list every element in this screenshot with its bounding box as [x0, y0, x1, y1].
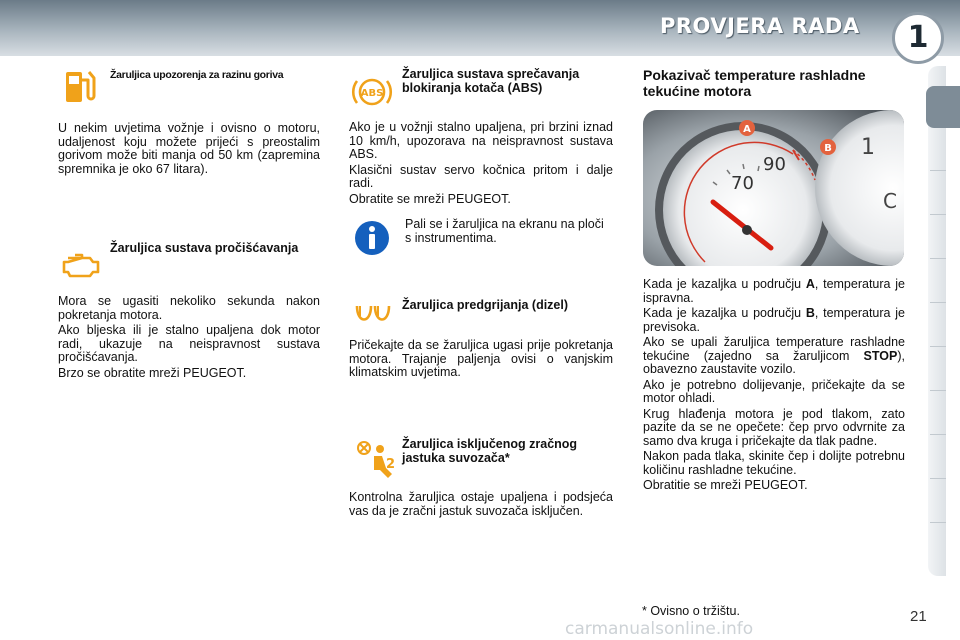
airbag-text [349, 491, 613, 520]
tab-divider [930, 302, 946, 303]
coolant-paragraph-5: Krug hlađenja motora je pod tlakom, zato pazite da se ne opečete: čep prvo odvrnite za samo dva kruga i pričekajte da tlak padne. [643, 406, 905, 448]
coolant-paragraph-7: Obratitie se mreži PEUGEOT. [643, 478, 808, 492]
preheat-heading: Žaruljica predgrijanja (dizel) [402, 298, 569, 312]
tab-divider [930, 390, 946, 391]
fuel-warning-paragraph: U nekim uvjetima vožnje i ovisno o motoru, udaljenost koju možete prijeći s preostalim gorivom može biti manja od 50 km (zapremina spremnika je oko 67 litara). [58, 121, 320, 176]
gauge-number-90: 90 [763, 154, 786, 175]
preheat-text [349, 339, 613, 382]
engine-icon [60, 252, 102, 280]
watermark: carmanualsonline.info [565, 619, 754, 639]
svg-text:2: 2 [386, 457, 396, 472]
glow-plug-icon [354, 302, 394, 328]
active-chapter-tab[interactable] [926, 86, 960, 128]
svg-text:ABS: ABS [360, 88, 384, 99]
emissions-text [58, 295, 320, 382]
emissions-paragraph-1: Mora se ugasiti nekoliko sekunda nakon pokretanja motora. [58, 294, 320, 322]
coolant-paragraph-1: Kada je kazaljka u području A, temperatura je ispravna. [643, 277, 905, 305]
abs-text [349, 121, 613, 208]
tab-divider [930, 258, 946, 259]
footnote: * Ovisno o tržištu. [642, 604, 740, 618]
gauge-label-a: A [743, 124, 751, 135]
chapter-tabs [928, 66, 946, 576]
abs-heading: Žaruljica sustava sprečavanja blokiranja kotača (ABS) [402, 67, 580, 95]
tab-divider [930, 478, 946, 479]
gauge-label-b: B [824, 143, 832, 154]
abs-paragraph-3: Obratite se mreži PEUGEOT. [349, 191, 511, 206]
coolant-paragraph-2: Kada je kazaljka u području B, temperatura je previsoka. [643, 306, 905, 334]
airbag-paragraph: Kontrolna žaruljica ostaje upaljena i podsjeća vas da je zračni jastuk suvozača isključen. [349, 490, 613, 518]
info-text [405, 218, 613, 247]
tab-divider [930, 214, 946, 215]
gauge-number-70: 70 [731, 173, 754, 194]
tab-divider [930, 522, 946, 523]
coolant-paragraph-4: Ako je potrebno dolijevanje, pričekajte da se motor ohladi. [643, 377, 905, 405]
emissions-paragraph-2: Ako bljeska ili je stalno upaljena dok motor radi, ukazuje na neispravnost sustava pročišćavanja. [58, 323, 320, 364]
airbag-off-icon [356, 440, 396, 482]
tab-divider [930, 170, 946, 171]
tab-divider [930, 346, 946, 347]
chapter-badge: 1 [892, 12, 944, 64]
info-icon [354, 220, 390, 256]
gauge-number-c: C [883, 189, 897, 213]
fuel-pump-icon [62, 66, 100, 106]
coolant-paragraph-6: Nakon pada tlaka, skinite čep i dolijte potrebnu količinu rashladne tekućine. [643, 449, 905, 477]
preheat-paragraph: Pričekajte da se žaruljica ugasi prije pokretanja motora. Trajanje paljenja ovisi o vanjskim klimatskim uvjetima. [349, 338, 613, 379]
emissions-paragraph-3: Brzo se obratite mreži PEUGEOT. [58, 365, 247, 380]
page-title: PROVJERA RADA [660, 14, 860, 38]
fuel-warning-heading: Žaruljica upozorenja za razinu goriva [110, 69, 284, 81]
coolant-paragraph-3: Ako se upali žaruljica temperature rashladne tekućine (zajedno sa žaruljicom STOP), obavezno zaustavite vozilo. [643, 335, 905, 376]
abs-icon [350, 72, 394, 112]
page-number: 21 [910, 608, 927, 625]
fuel-warning-text [58, 122, 320, 178]
gauge-number-right: 1 [861, 135, 875, 160]
coolant-gauge-image [643, 110, 904, 266]
airbag-heading: Žaruljica isključenog zračnog jastuka suvozača* [402, 437, 578, 465]
info-paragraph: Pali se i žaruljica na ekranu na ploči s instrumentima. [405, 217, 604, 245]
tab-divider [930, 434, 946, 435]
coolant-section-title: Pokazivač temperature rashladne tekućine motora [643, 67, 866, 99]
abs-paragraph-2: Klasični sustav servo kočnica pritom i dalje radi. [349, 162, 613, 190]
abs-paragraph-1: Ako je u vožnji stalno upaljena, pri brzini iznad 10 km/h, upozorava na neispravnost sustava ABS. [349, 120, 613, 161]
emissions-heading: Žaruljica sustava pročišćavanja [110, 241, 299, 255]
coolant-text [643, 278, 905, 495]
